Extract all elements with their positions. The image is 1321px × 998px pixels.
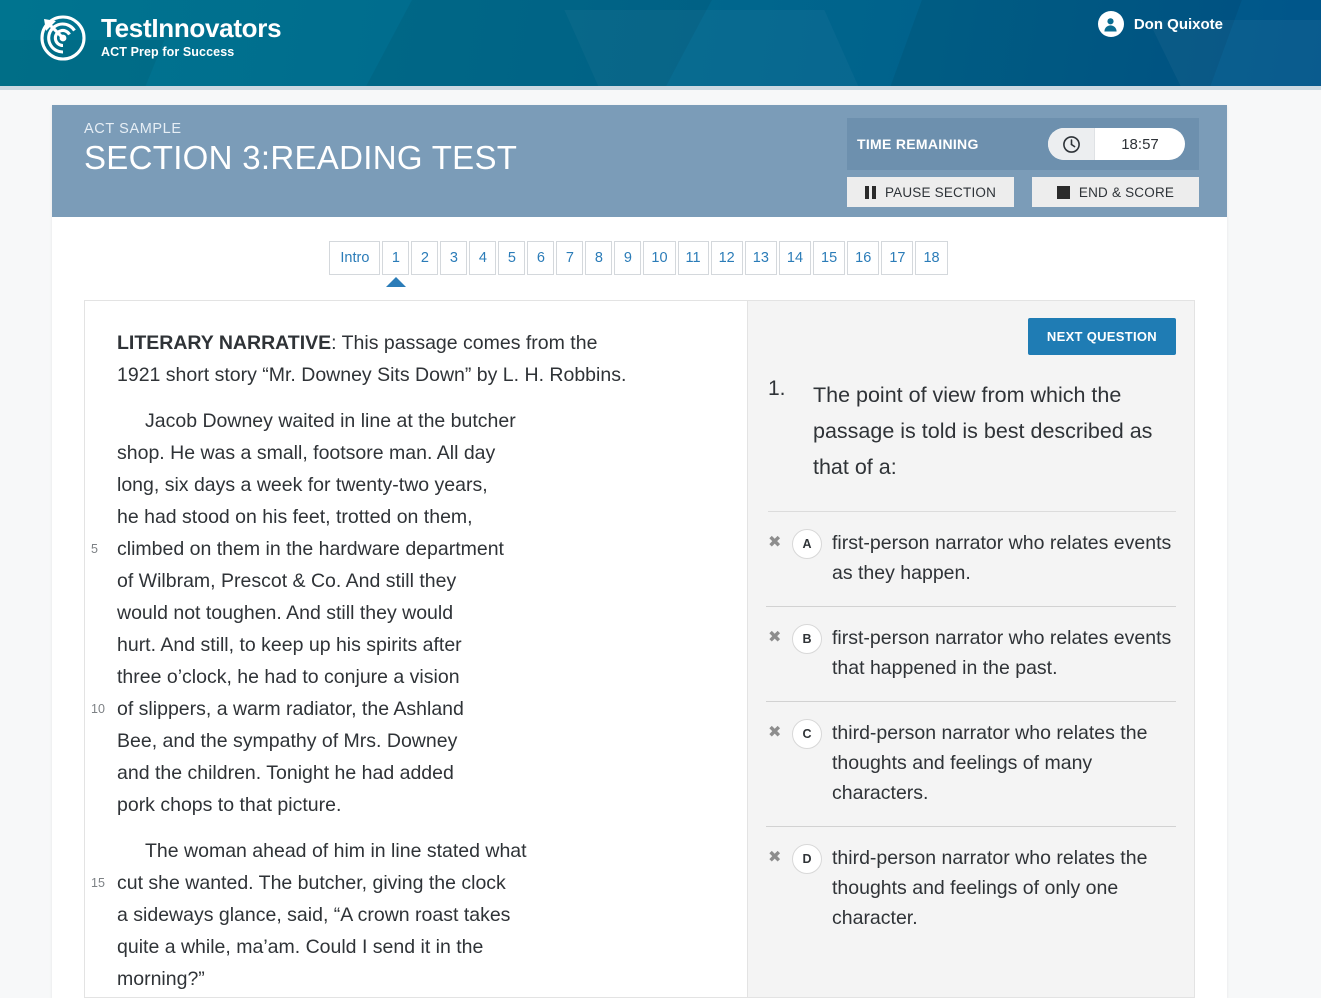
passage-intro bbox=[117, 327, 717, 391]
question-nav bbox=[52, 241, 1227, 275]
paragraph-gap bbox=[117, 391, 717, 405]
choice-text[interactable]: third-person narrator who relates the thoughts and feelings of only one character. bbox=[832, 847, 1148, 929]
time-remaining-label: TIME REMAINING bbox=[857, 136, 979, 152]
timer-panel bbox=[847, 118, 1199, 207]
brand-tagline: ACT Prep for Success bbox=[101, 45, 235, 60]
question-text: The point of view from which the passage is told is best described as that of a: bbox=[813, 383, 1153, 479]
x-eliminate-icon[interactable]: ✖ bbox=[768, 849, 782, 866]
passage-line: three o’clock, he had to conjure a vision bbox=[117, 666, 460, 688]
x-eliminate-icon[interactable]: ✖ bbox=[768, 534, 782, 551]
timer-value: 18:57 bbox=[1121, 135, 1159, 153]
passage-line bbox=[117, 327, 717, 359]
question-pane bbox=[748, 301, 1194, 997]
passage-line: he had stood on his feet, trotted on them, bbox=[117, 506, 473, 528]
choice-text[interactable]: first-person narrator who relates events that happened in the past. bbox=[832, 627, 1172, 679]
answer-choice-b[interactable] bbox=[766, 607, 1176, 702]
passage-line: would not toughen. And still they would bbox=[117, 602, 454, 624]
test-card bbox=[52, 105, 1227, 998]
x-eliminate-icon[interactable]: ✖ bbox=[768, 629, 782, 646]
section-kicker: ACT SAMPLE bbox=[84, 121, 182, 137]
question-tab-intro[interactable]: Intro bbox=[329, 241, 380, 275]
end-and-score-label: END & SCORE bbox=[1078, 184, 1175, 200]
passage-line-number: 5 bbox=[91, 542, 98, 556]
choice-letter-c[interactable]: C bbox=[792, 719, 822, 749]
question-tab-12[interactable]: 12 bbox=[711, 241, 743, 275]
passage-type-label: LITERARY NARRATIVE bbox=[117, 332, 332, 354]
question-tab-9[interactable]: 9 bbox=[614, 241, 641, 275]
question-tab-5[interactable]: 5 bbox=[498, 241, 525, 275]
question-tab-8[interactable]: 8 bbox=[585, 241, 612, 275]
question-tab-17[interactable]: 17 bbox=[881, 241, 913, 275]
passage-paragraph-2 bbox=[91, 835, 717, 995]
timer-display bbox=[1048, 128, 1185, 160]
passage-line: morning?” bbox=[117, 968, 205, 990]
answer-choice-d[interactable] bbox=[766, 827, 1176, 951]
header-underline bbox=[0, 86, 1321, 90]
passage-line: hurt. And still, to keep up his spirits after bbox=[117, 634, 462, 656]
header-facet bbox=[564, 10, 895, 86]
passage-intro-line-0: : This passage comes from the bbox=[331, 332, 598, 354]
question-tab-15[interactable]: 15 bbox=[813, 241, 845, 275]
passage-line: quite a while, ma’am. Could I send it in the bbox=[117, 936, 484, 958]
question-tab-14[interactable]: 14 bbox=[779, 241, 811, 275]
choice-letter-a[interactable]: A bbox=[792, 529, 822, 559]
passage-line: 15 cut she wanted. The butcher, giving the clock bbox=[117, 867, 717, 899]
question-tab-13[interactable]: 13 bbox=[745, 241, 777, 275]
pause-section-label: PAUSE SECTION bbox=[884, 184, 997, 200]
section-header bbox=[52, 105, 1227, 217]
question-nav-pointer-row bbox=[52, 275, 1227, 287]
passage-line: shop. He was a small, footsore man. All day bbox=[117, 442, 496, 464]
pause-section-button[interactable] bbox=[847, 177, 1014, 207]
end-and-score-button[interactable] bbox=[1032, 177, 1199, 207]
clock-icon bbox=[1048, 128, 1095, 160]
question-number: 1. bbox=[768, 377, 786, 400]
question-tab-16[interactable]: 16 bbox=[847, 241, 879, 275]
user-name: Don Quixote bbox=[1133, 15, 1223, 33]
question-stem bbox=[768, 377, 1176, 512]
choice-letter-d[interactable]: D bbox=[792, 844, 822, 874]
question-tab-4[interactable]: 4 bbox=[469, 241, 496, 275]
passage-paragraph-1 bbox=[91, 405, 717, 821]
question-tab-10[interactable]: 10 bbox=[643, 241, 675, 275]
passage-line: Bee, and the sympathy of Mrs. Downey bbox=[117, 730, 458, 752]
brand-name: TestInnovators bbox=[101, 13, 282, 44]
passage-line-number: 15 bbox=[91, 876, 105, 890]
stop-icon bbox=[1057, 186, 1070, 199]
top-brand-bar bbox=[0, 0, 1321, 86]
answer-choices bbox=[766, 512, 1176, 951]
paragraph-gap bbox=[117, 821, 717, 835]
passage-line: 5 climbed on them in the hardware department bbox=[117, 533, 717, 565]
user-menu[interactable] bbox=[1098, 11, 1223, 37]
passage-line: and the children. Tonight he had added bbox=[117, 762, 454, 784]
passage-line: of Wilbram, Prescot & Co. And still they bbox=[117, 570, 457, 592]
question-tab-1[interactable]: 1 bbox=[382, 241, 409, 275]
user-avatar-icon bbox=[1098, 11, 1124, 37]
next-question-button[interactable]: NEXT QUESTION bbox=[1028, 318, 1176, 355]
target-arrow-icon bbox=[36, 11, 88, 63]
brand-logo[interactable] bbox=[36, 11, 281, 63]
answer-choice-c[interactable] bbox=[766, 702, 1176, 827]
passage-line: Jacob Downey waited in line at the butcher bbox=[145, 410, 516, 432]
question-tab-11[interactable]: 11 bbox=[678, 241, 709, 275]
passage-line: pork chops to that picture. bbox=[117, 794, 342, 816]
time-remaining-row bbox=[847, 118, 1199, 170]
choice-text[interactable]: first-person narrator who relates events as they happen. bbox=[832, 532, 1172, 584]
passage-pane bbox=[85, 301, 748, 997]
passage-line: The woman ahead of him in line stated what bbox=[145, 840, 527, 862]
passage-line: long, six days a week for twenty-two years, bbox=[117, 474, 488, 496]
active-tab-pointer-icon bbox=[386, 277, 406, 287]
next-question-row bbox=[766, 318, 1176, 355]
question-tab-18[interactable]: 18 bbox=[915, 241, 947, 275]
page-title: SECTION 3:READING TEST bbox=[84, 139, 518, 176]
pause-icon bbox=[865, 186, 876, 199]
choice-letter-b[interactable]: B bbox=[792, 624, 822, 654]
passage-line: a sideways glance, said, “A crown roast takes bbox=[117, 904, 511, 926]
passage-line-number: 10 bbox=[91, 702, 105, 716]
question-tab-6[interactable]: 6 bbox=[527, 241, 554, 275]
question-tab-7[interactable]: 7 bbox=[556, 241, 583, 275]
passage-line: 10 of slippers, a warm radiator, the Ashland bbox=[117, 693, 717, 725]
passage-line: 1921 short story “Mr. Downey Sits Down” by L. H. Robbins. bbox=[117, 364, 627, 386]
section-controls bbox=[847, 177, 1199, 207]
question-tab-3[interactable]: 3 bbox=[440, 241, 467, 275]
choice-text[interactable]: third-person narrator who relates the thoughts and feelings of many characters. bbox=[832, 722, 1148, 804]
question-tab-2[interactable]: 2 bbox=[411, 241, 438, 275]
content-panels bbox=[84, 300, 1195, 998]
answer-choice-a[interactable] bbox=[766, 512, 1176, 607]
x-eliminate-icon[interactable]: ✖ bbox=[768, 724, 782, 741]
question-nav-area bbox=[52, 217, 1227, 287]
